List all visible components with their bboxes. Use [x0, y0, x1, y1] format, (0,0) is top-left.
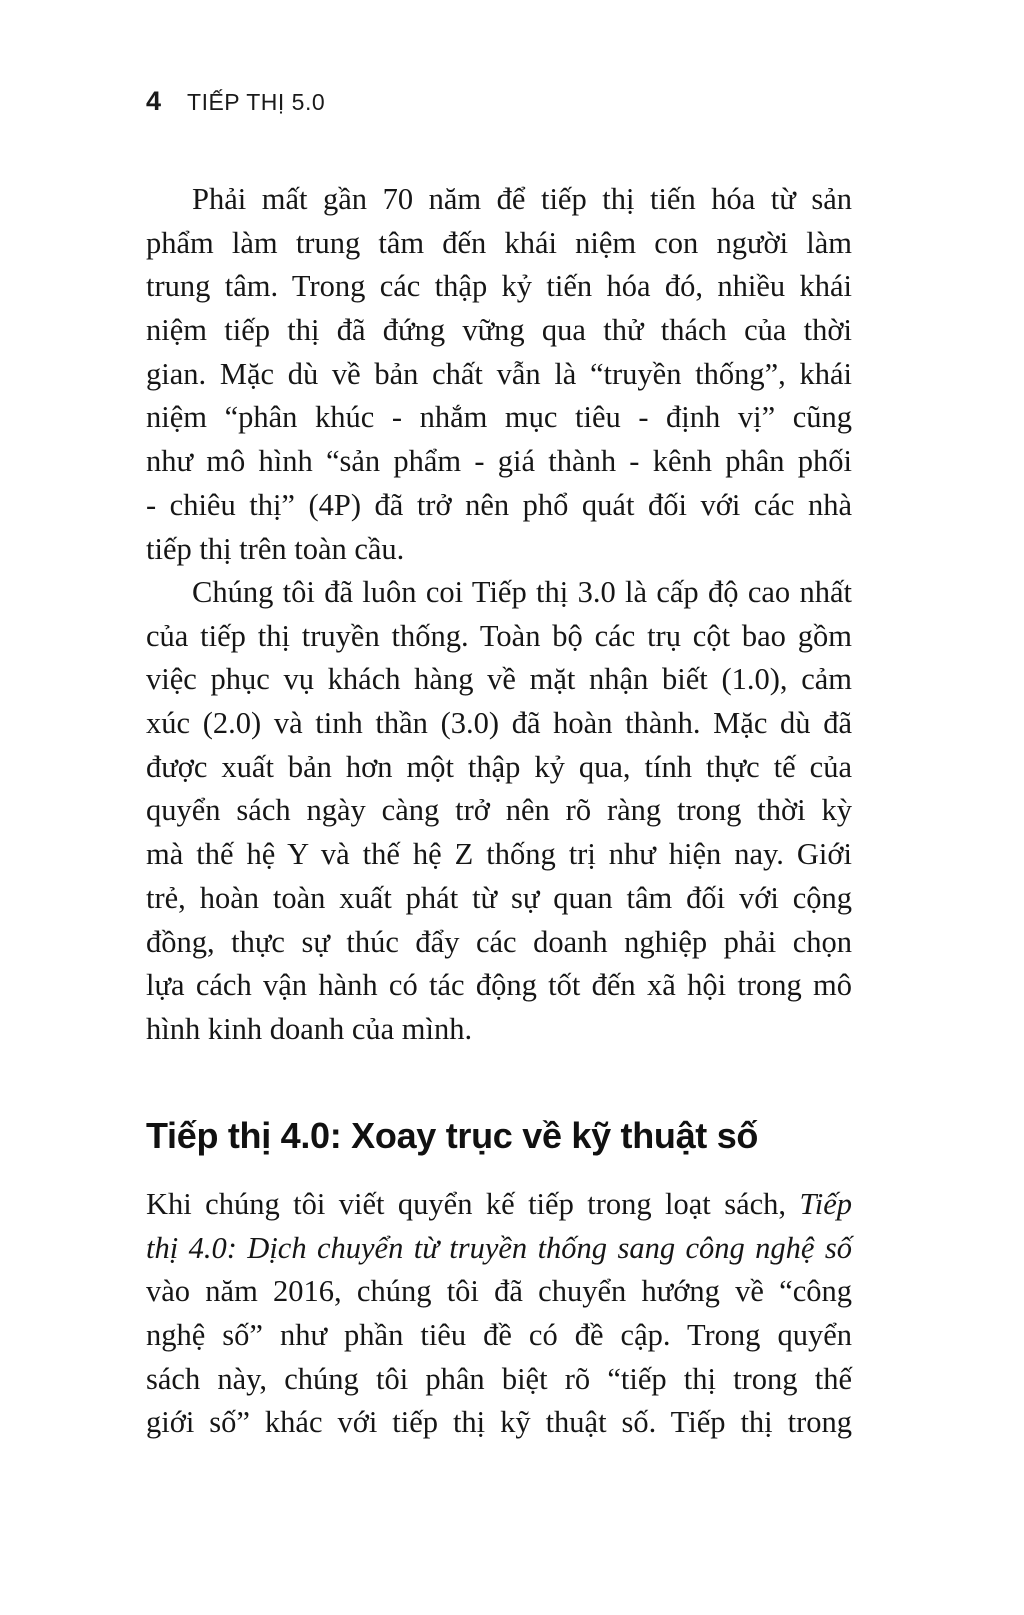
running-title: TIẾP THỊ 5.0 — [187, 89, 326, 115]
section-heading: Tiếp thị 4.0: Xoay trục về kỹ thuật số — [146, 1115, 759, 1156]
text-line: việc phục vụ khách hàng về mặt nhận biết (1.0), cảm — [146, 662, 852, 697]
text-line: trẻ, hoàn toàn xuất phát từ sự quan tâm đối với cộng — [146, 880, 852, 915]
text-line: vào năm 2016, chúng tôi đã chuyển hướng về “công — [146, 1274, 852, 1309]
paragraph-3 — [146, 1183, 852, 1445]
text-line: của tiếp thị truyền thống. Toàn bộ các trụ cột bao gồm — [146, 618, 852, 653]
text-line: quyển sách ngày càng trở nên rõ ràng trong thời kỳ — [146, 793, 852, 828]
running-header — [146, 86, 325, 126]
text-line: Chúng tôi đã luôn coi Tiếp thị 3.0 là cấp độ cao nhất — [192, 575, 852, 609]
text-line: sách này, chúng tôi phân biệt rõ “tiếp thị trong thế — [146, 1361, 852, 1396]
text-line: tiếp thị trên toàn cầu. — [146, 531, 405, 566]
page-number: 4 — [146, 86, 162, 116]
book-title-italic-line: thị 4.0: Dịch chuyển từ truyền thống sang công nghệ số — [146, 1230, 852, 1265]
paragraph-1 — [146, 178, 852, 571]
text-line: đồng, thực sự thúc đẩy các doanh nghiệp phải chọn — [146, 924, 852, 959]
text-line: niệm “phân khúc - nhắm mục tiêu - định vị” cũng — [146, 400, 852, 435]
text-line: gian. Mặc dù về bản chất vẫn là “truyền thống”, khái — [146, 356, 852, 391]
paragraph-2 — [146, 571, 852, 1052]
text-line: Phải mất gần 70 năm để tiếp thị tiến hóa từ sản — [192, 182, 852, 216]
text-line: phẩm làm trung tâm đến khái niệm con người làm — [146, 225, 852, 260]
text-line: niệm tiếp thị đã đứng vững qua thử thách của thời — [146, 313, 852, 348]
text-line: trung tâm. Trong các thập kỷ tiến hóa đó, nhiều khái — [146, 269, 852, 304]
text-run: Khi chúng tôi viết quyển kế tiếp trong loạt sách, — [146, 1187, 800, 1221]
book-title-italic: Tiếp — [799, 1187, 852, 1221]
text-line: nghệ số” như phần tiêu đề có đề cập. Trong quyển — [146, 1318, 852, 1353]
text-line: - chiêu thị” (4P) đã trở nên phổ quát đối với các nhà — [146, 487, 852, 522]
text-line: như mô hình “sản phẩm - giá thành - kênh phân phối — [146, 444, 852, 479]
text-line: xúc (2.0) và tinh thần (3.0) đã hoàn thành. Mặc dù đã — [146, 706, 852, 741]
text-line: mà thế hệ Y và thế hệ Z thống trị như hiện nay. Giới — [146, 837, 852, 872]
text-line: giới số” khác với tiếp thị kỹ thuật số. Tiếp thị trong — [146, 1405, 852, 1440]
text-line: hình kinh doanh của mình. — [146, 1011, 473, 1046]
text-line: được xuất bản hơn một thập kỷ qua, tính thực tế của — [146, 749, 852, 784]
text-line: lựa cách vận hành có tác động tốt đến xã hội trong mô — [146, 968, 852, 1003]
text-line — [146, 1183, 852, 1227]
